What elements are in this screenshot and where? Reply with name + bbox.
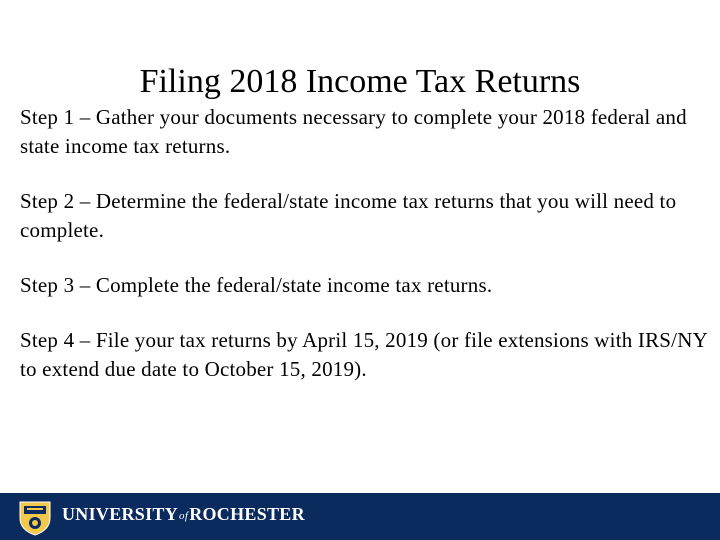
university-suffix: ROCHESTER (189, 504, 305, 524)
university-name (62, 504, 305, 525)
step-2: Step 2 – Determine the federal/state income tax returns that you will need to complete. (20, 189, 677, 242)
university-of: of (179, 510, 189, 522)
university-prefix: UNIVERSITY (62, 504, 179, 524)
step-3: Step 3 – Complete the federal/state income tax returns. (20, 273, 493, 297)
step-1: Step 1 – Gather your documents necessary to complete your 2018 federal and state income tax returns. (20, 105, 687, 158)
footer-bar (0, 493, 720, 540)
slide-title: Filing 2018 Income Tax Returns (139, 62, 581, 100)
university-seal-icon (18, 498, 52, 536)
step-4: Step 4 – File your tax returns by April 15, 2019 (or file extensions with IRS/NY to extend due date to October 15, 2019). (20, 328, 708, 381)
steps-list (20, 103, 710, 410)
